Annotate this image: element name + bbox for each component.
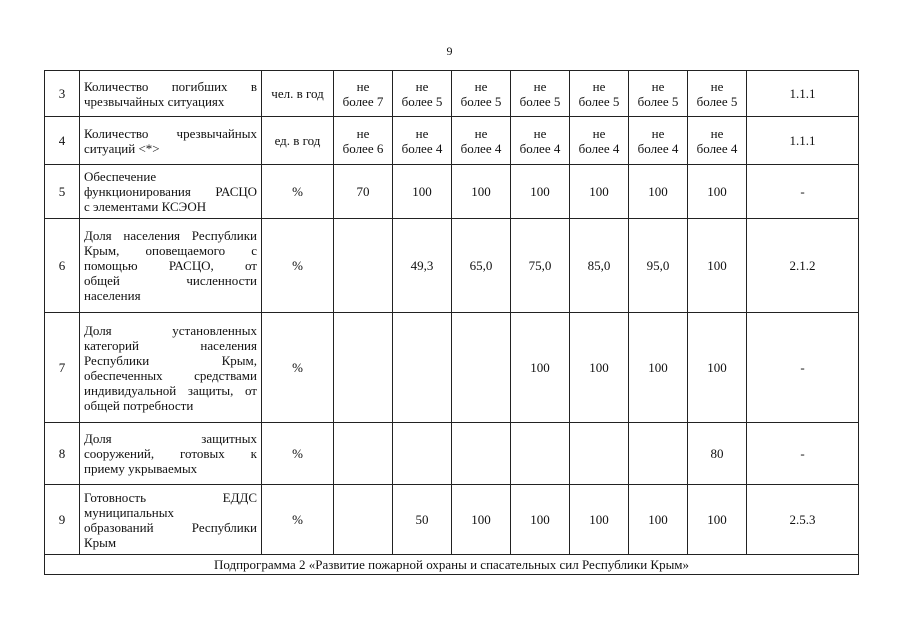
indicator-name-line: обеспеченных средствами [84,367,257,383]
reference-cell: 1.1.1 [747,117,859,165]
page-number: 9 [446,44,453,58]
value-cell: 100 [452,485,511,555]
value-cell: 100 [688,313,747,423]
value-cell [629,423,688,485]
reference-cell: 1.1.1 [747,71,859,117]
indicator-name [80,165,262,219]
reference-cell: - [747,423,859,485]
value-cell: не более 6 [334,117,393,165]
value-cell [334,423,393,485]
value-cell: 100 [629,313,688,423]
value-cell [334,485,393,555]
value-cell: 100 [452,165,511,219]
indicator-name-line: Количество погибших в [84,78,257,94]
value-cell: 75,0 [511,219,570,313]
indicator-name-line: сооружений, готовых к [84,446,257,461]
unit-cell: % [262,313,334,423]
table-row [45,485,859,555]
row-number: 4 [45,117,80,165]
indicator-name [80,219,262,313]
table-row [45,219,859,313]
indicator-name-line: ситуаций <*> [84,140,160,156]
unit-cell: ед. в год [262,117,334,165]
unit-cell: % [262,423,334,485]
indicator-name [80,485,262,555]
value-cell: не более 4 [511,117,570,165]
table-row [45,71,859,117]
value-cell: 95,0 [629,219,688,313]
indicator-name-line: приему укрываемых [84,461,198,476]
unit-cell: чел. в год [262,71,334,117]
reference-cell: - [747,313,859,423]
value-cell [393,313,452,423]
indicator-name-line: помощью РАСЦО, от [84,258,257,273]
value-cell: не более 4 [570,117,629,165]
indicator-name-line: функционирования РАСЦО [84,184,257,199]
indicator-name-line: Обеспечение [84,169,157,184]
row-number: 6 [45,219,80,313]
value-cell: 100 [629,165,688,219]
indicator-name-line: Готовность ЕДДС [84,489,257,505]
table-row [45,423,859,485]
indicator-name-line: с элементами КСЭОН [84,199,207,214]
value-cell: не более 4 [629,117,688,165]
indicator-name-line: Доля населения Республики [84,228,257,243]
indicator-name-line: Крым [84,534,117,550]
indicator-name-line: муниципальных [84,504,175,520]
row-number: 8 [45,423,80,485]
value-cell [452,423,511,485]
indicator-name [80,313,262,423]
value-cell: не более 5 [452,71,511,117]
value-cell: 100 [688,165,747,219]
value-cell: не более 4 [393,117,452,165]
value-cell [334,313,393,423]
indicator-name-line: Доля установленных [84,322,257,338]
value-cell: не более 5 [570,71,629,117]
value-cell: 100 [629,485,688,555]
value-cell: 100 [688,219,747,313]
row-number: 5 [45,165,80,219]
indicator-name-line: чрезвычайных ситуациях [84,93,225,109]
indicator-name-line: Количество чрезвычайных [84,125,257,141]
value-cell: 100 [511,485,570,555]
value-cell [334,219,393,313]
value-cell: 50 [393,485,452,555]
value-cell [570,423,629,485]
reference-cell: 2.1.2 [747,219,859,313]
value-cell: 100 [511,313,570,423]
value-cell: 80 [688,423,747,485]
value-cell: не более 4 [688,117,747,165]
subprogram-title: Подпрограмма 2 «Развитие пожарной охраны и спасательных сил Республики Крым» [45,555,859,575]
value-cell: 100 [688,485,747,555]
value-cell [452,313,511,423]
value-cell: 100 [393,165,452,219]
table-body [45,71,859,575]
value-cell [393,423,452,485]
indicator-name-line: Доля защитных [84,431,257,446]
value-cell: не более 5 [688,71,747,117]
indicators-table [44,70,859,575]
row-number: 9 [45,485,80,555]
value-cell: 100 [570,485,629,555]
reference-cell: - [747,165,859,219]
value-cell: 70 [334,165,393,219]
indicator-name-line: общей численности [84,273,257,288]
subprogram-row [45,555,859,575]
indicator-name [80,71,262,117]
value-cell: 100 [570,313,629,423]
indicator-name-line: Крым, оповещаемого с [84,243,257,258]
indicator-name-line: индивидуальной защиты, от [84,382,257,398]
unit-cell: % [262,485,334,555]
indicator-name-line: общей потребности [84,397,194,413]
value-cell: не более 7 [334,71,393,117]
value-cell: не более 5 [393,71,452,117]
value-cell [511,423,570,485]
value-cell: не более 5 [511,71,570,117]
indicator-name-line: населения [84,288,141,303]
row-number: 7 [45,313,80,423]
value-cell: 85,0 [570,219,629,313]
indicator-name-line: категорий населения [84,337,257,353]
unit-cell: % [262,219,334,313]
value-cell: не более 4 [452,117,511,165]
value-cell: 100 [570,165,629,219]
indicator-name-line: образований Республики [84,519,257,535]
value-cell: не более 5 [629,71,688,117]
row-number: 3 [45,71,80,117]
value-cell: 49,3 [393,219,452,313]
table-row [45,165,859,219]
value-cell: 100 [511,165,570,219]
reference-cell: 2.5.3 [747,485,859,555]
indicator-name [80,423,262,485]
table-row [45,117,859,165]
indicator-name [80,117,262,165]
unit-cell: % [262,165,334,219]
indicator-name-line: Республики Крым, [84,352,257,368]
value-cell: 65,0 [452,219,511,313]
table-row [45,313,859,423]
